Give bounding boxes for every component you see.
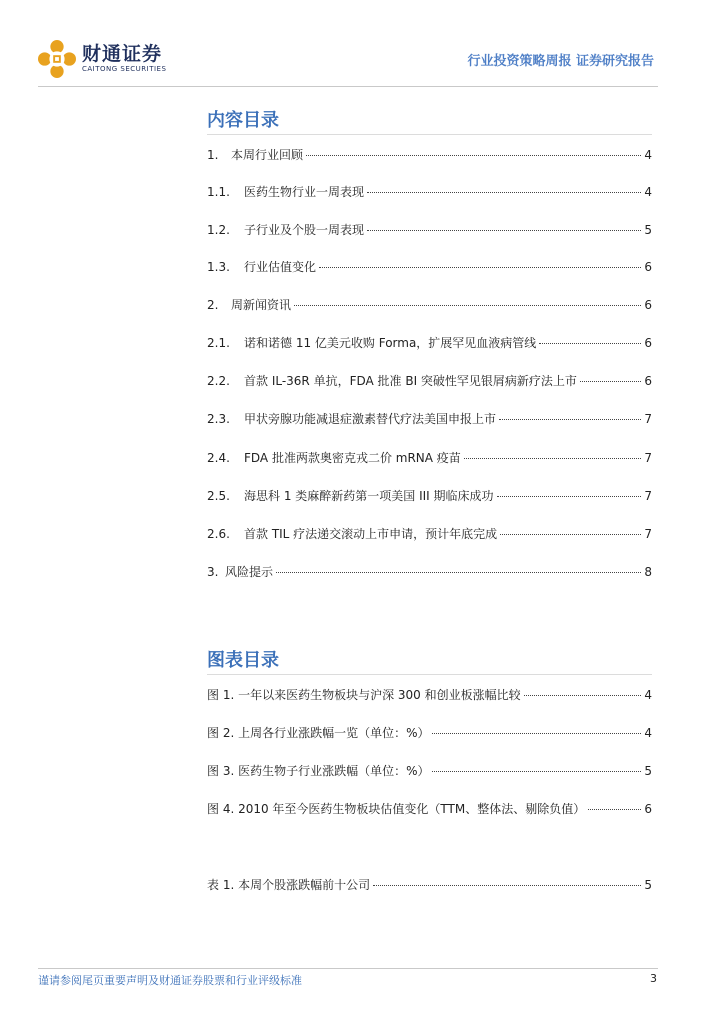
toc-title: 内容目录 (207, 110, 279, 131)
toc-entry[interactable] (207, 221, 652, 239)
page-number: 3 (650, 972, 657, 985)
toc-entry[interactable] (207, 146, 652, 164)
figure-entry-title: 图 4. 2010 年至今医药生物板块估值变化（TTM、整体法、剔除负值） (207, 802, 586, 816)
toc-entry-number: 1.3. (207, 260, 230, 274)
toc-entry-title: 首款 TIL 疗法递交滚动上市申请，预计年底完成 (244, 527, 498, 541)
toc-entry-page: 8 (644, 565, 652, 579)
toc-entry-number: 3. (207, 565, 219, 579)
toc-entry[interactable] (207, 258, 652, 276)
toc-entry[interactable] (207, 296, 652, 314)
figures-title-divider (207, 674, 652, 675)
toc-entry[interactable] (207, 487, 652, 505)
toc-entry[interactable] (207, 183, 652, 201)
toc-entry[interactable] (207, 372, 652, 390)
figure-entry-page: 4 (644, 688, 652, 702)
toc-entry-page: 4 (644, 185, 652, 199)
header-divider (38, 86, 658, 87)
toc-entry-page: 6 (644, 374, 652, 388)
toc-leader-dots (539, 343, 641, 344)
toc-leader-dots (367, 192, 641, 193)
toc-entry-page: 6 (644, 260, 652, 274)
toc-entry-page: 7 (644, 527, 652, 541)
toc-entry-number: 2. (207, 298, 219, 312)
toc-leader-dots (367, 230, 641, 231)
toc-entry-title: 首款 IL-36R 单抗，FDA 批准 BI 突破性罕见银屑病新疗法上市 (244, 374, 577, 388)
toc-entry-number: 2.5. (207, 489, 230, 503)
footer-divider (38, 968, 658, 969)
toc-entry-page: 6 (644, 336, 652, 350)
toc-entry-number: 2.4. (207, 451, 230, 465)
table-entry-page: 5 (644, 878, 652, 892)
figure-entry[interactable] (207, 762, 652, 780)
toc-leader-dots (276, 572, 641, 573)
toc-entry-title: FDA 批准两款奥密克戎二价 mRNA 疫苗 (244, 451, 461, 465)
figure-entry[interactable] (207, 724, 652, 742)
toc-entry-title: 本周行业回顾 (231, 148, 304, 162)
figure-entry-page: 6 (644, 802, 652, 816)
toc-leader-dots (497, 496, 642, 497)
toc-entry-page: 5 (644, 223, 652, 237)
toc-entry-title: 子行业及个股一周表现 (244, 223, 365, 237)
disclaimer-note: 谨请参阅尾页重要声明及财通证券股票和行业评级标准 (38, 974, 302, 987)
report-type-label: 行业投资策略周报 证券研究报告 (467, 54, 654, 69)
toc-entry-number: 2.6. (207, 527, 230, 541)
toc-entry-title: 风险提示 (225, 565, 274, 579)
toc-entry-number: 1.2. (207, 223, 230, 237)
toc-leader-dots (432, 733, 641, 734)
toc-entry-title: 诺和诺德 11 亿美元收购 Forma，扩展罕见血液病管线 (244, 336, 537, 350)
toc-leader-dots (319, 267, 641, 268)
table-entry-title: 表 1. 本周个股涨跌幅前十公司 (207, 878, 371, 892)
toc-entry[interactable] (207, 334, 652, 352)
toc-entry-number: 2.3. (207, 412, 230, 426)
toc-entry-title: 医药生物行业一周表现 (244, 185, 365, 199)
toc-entry[interactable] (207, 449, 652, 467)
toc-leader-dots (500, 534, 641, 535)
toc-entry-page: 7 (644, 451, 652, 465)
logo-english-name: CAITONG SECURITIES (82, 65, 167, 73)
toc-entry-title: 行业估值变化 (244, 260, 317, 274)
figure-entry-page: 5 (644, 764, 652, 778)
toc-leader-dots (499, 419, 641, 420)
figures-title: 图表目录 (207, 650, 279, 671)
toc-entry-page: 4 (644, 148, 652, 162)
figure-entry-page: 4 (644, 726, 652, 740)
toc-leader-dots (373, 885, 641, 886)
figure-entry-title: 图 2. 上周各行业涨跌幅一览（单位：%） (207, 726, 430, 740)
toc-entry-number: 1.1. (207, 185, 230, 199)
toc-entry-page: 6 (644, 298, 652, 312)
figure-entry[interactable] (207, 800, 652, 818)
toc-leader-dots (464, 458, 642, 459)
toc-entry-page: 7 (644, 412, 652, 426)
toc-entry-title: 海思科 1 类麻醉新药第一项美国 III 期临床成功 (244, 489, 494, 503)
toc-leader-dots (580, 381, 641, 382)
toc-entry-title: 甲状旁腺功能减退症激素替代疗法美国申报上市 (244, 412, 497, 426)
caitong-logo-icon (38, 40, 76, 78)
toc-leader-dots (524, 695, 642, 696)
figure-entry-title: 图 3. 医药生物子行业涨跌幅（单位：%） (207, 764, 430, 778)
toc-leader-dots (432, 771, 641, 772)
toc-entry-page: 7 (644, 489, 652, 503)
toc-entry[interactable] (207, 410, 652, 428)
toc-entry-number: 1. (207, 148, 219, 162)
page-header (38, 40, 658, 84)
logo-chinese-name: 财通证券 (82, 43, 163, 65)
toc-leader-dots (588, 809, 641, 810)
company-logo (38, 40, 166, 78)
table-entry[interactable] (207, 876, 652, 894)
toc-entry-number: 2.1. (207, 336, 230, 350)
figure-entry-title: 图 1. 一年以来医药生物板块与沪深 300 和创业板涨幅比较 (207, 688, 521, 702)
toc-entry[interactable] (207, 525, 652, 543)
toc-entry-number: 2.2. (207, 374, 230, 388)
toc-title-divider (207, 134, 652, 135)
toc-entry-title: 周新闻资讯 (231, 298, 292, 312)
toc-leader-dots (294, 305, 641, 306)
toc-leader-dots (306, 155, 641, 156)
figure-entry[interactable] (207, 686, 652, 704)
toc-entry[interactable] (207, 563, 652, 581)
